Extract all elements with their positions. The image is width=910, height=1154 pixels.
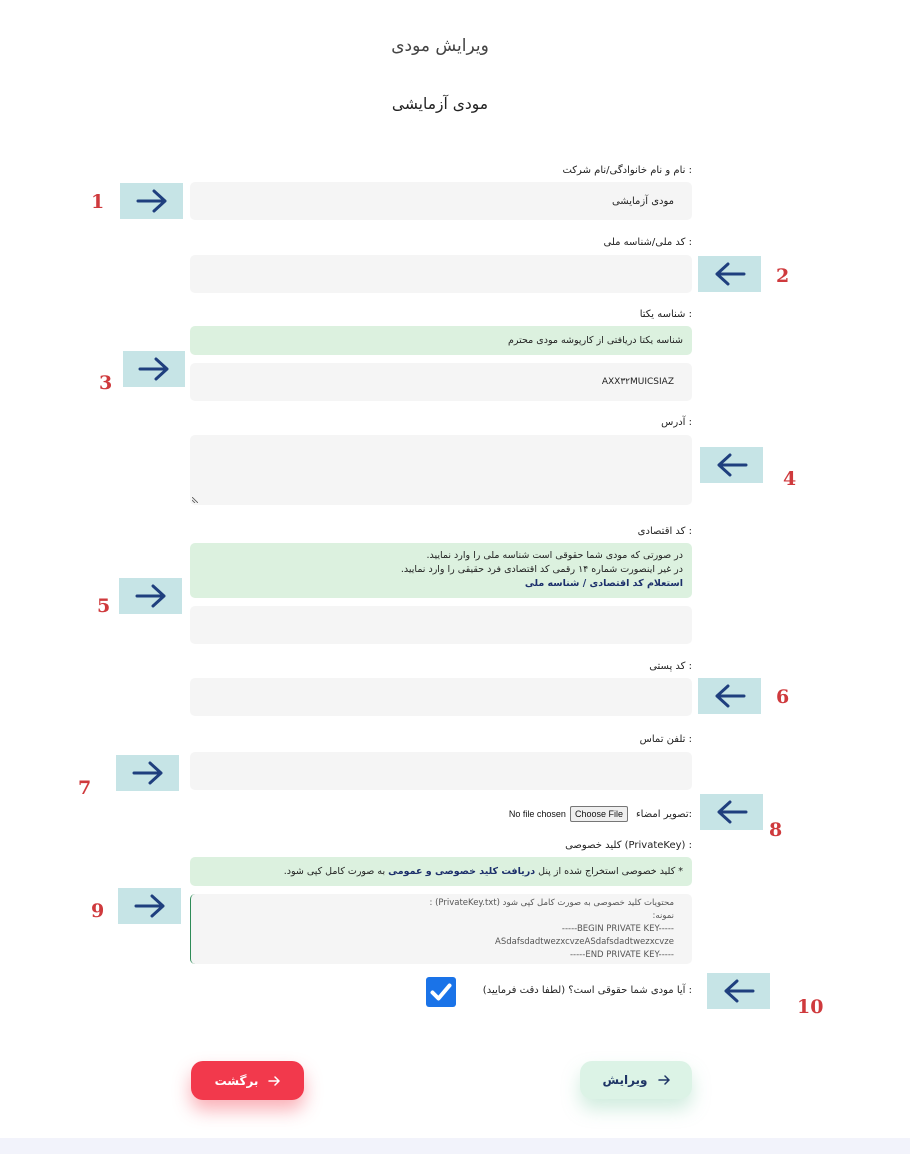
footer-strip <box>0 1138 910 1154</box>
annotation-arrow-9 <box>118 888 181 924</box>
economic-code-label: کد اقتصادی : <box>637 526 692 537</box>
annotation-number-9: 9 <box>91 900 105 922</box>
arrow-right-icon <box>131 761 165 785</box>
phone-input[interactable] <box>190 752 692 790</box>
signature-file-status: No file chosen <box>508 809 566 819</box>
annotation-number-10: 10 <box>797 996 824 1018</box>
private-key-placeholder-line3: -----BEGIN PRIVATE KEY----- <box>561 924 674 934</box>
page-subtitle: مودی آزمایشی <box>391 95 489 113</box>
annotation-number-7: 7 <box>78 777 92 799</box>
address-label: آدرس : <box>661 417 692 428</box>
annotation-arrow-4 <box>700 447 763 483</box>
arrow-left-icon <box>715 800 749 824</box>
economic-code-note-line1: در صورتی که مودی شما حقوقی است شناسه ملی را وارد نمایید. <box>426 550 683 561</box>
arrow-right-icon <box>133 894 167 918</box>
name-label: نام و نام خانوادگی/نام شرکت : <box>562 165 692 176</box>
private-key-note-suffix: به صورت کامل کپی شود. <box>283 866 386 877</box>
annotation-number-2: 2 <box>776 265 790 287</box>
private-key-textarea[interactable] <box>190 894 692 964</box>
private-key-note-prefix: * کلید خصوصی استخراج شده از پنل <box>538 866 683 877</box>
annotation-arrow-3 <box>123 351 185 387</box>
arrow-right-icon <box>134 584 168 608</box>
signature-label: تصویر امضاء: <box>635 808 692 820</box>
arrow-left-icon <box>713 262 747 286</box>
national-id-input[interactable] <box>190 255 692 293</box>
is-legal-label: آیا مودی شما حقوقی است؟ (لطفا دقت فرمایید) : <box>482 985 692 996</box>
private-key-note <box>190 857 692 886</box>
arrow-left-icon <box>715 453 749 477</box>
address-textarea[interactable] <box>190 435 692 505</box>
postal-code-input[interactable] <box>190 678 692 716</box>
edit-button-label: ویرایش <box>602 1073 648 1087</box>
back-button-label: برگشت <box>214 1073 259 1088</box>
private-key-placeholder-line4: ASdafsdadtwezxcvzeASdafsdadtwezxcvze <box>495 937 674 947</box>
annotation-arrow-6 <box>698 678 761 714</box>
arrow-right-icon <box>268 1075 280 1087</box>
edit-button[interactable] <box>580 1061 692 1099</box>
annotation-arrow-2 <box>698 256 761 292</box>
is-legal-checkbox[interactable] <box>426 977 456 1007</box>
unique-id-label: شناسه یکتا : <box>639 309 692 320</box>
economic-code-note-line2: در غیر اینصورت شماره ۱۴ رقمی کد اقتصادی فرد حقیقی را وارد نمایید. <box>400 564 683 575</box>
page-title: ویرایش مودی <box>391 36 489 56</box>
private-key-note-bold: دریافت کلید خصوصی و عمومی <box>388 866 536 877</box>
checkmark-icon <box>426 977 456 1007</box>
annotation-number-8: 8 <box>769 819 783 841</box>
economic-code-note <box>190 543 692 598</box>
annotation-number-3: 3 <box>99 372 113 394</box>
private-key-placeholder-line5: -----END PRIVATE KEY----- <box>569 950 674 960</box>
private-key-placeholder-line2: نمونه: <box>652 911 674 921</box>
unique-id-value: AXX۳۲MUICSIAZ <box>601 377 674 387</box>
name-value: مودی آزمایشی <box>611 196 674 207</box>
annotation-arrow-7 <box>116 755 179 791</box>
arrow-left-icon <box>722 979 756 1003</box>
choose-file-button[interactable]: Choose File <box>570 806 628 822</box>
annotation-number-5: 5 <box>97 595 111 617</box>
private-key-label: کلید خصوصی (PrivateKey) : <box>565 840 692 851</box>
postal-code-label: کد پستی : <box>649 661 692 672</box>
annotation-arrow-5 <box>119 578 182 614</box>
annotation-number-4: 4 <box>783 468 797 490</box>
national-id-label: کد ملی/شناسه ملی : <box>603 237 692 248</box>
name-input[interactable] <box>190 182 692 220</box>
arrow-right-icon <box>137 357 171 381</box>
signature-row <box>509 806 692 822</box>
annotation-arrow-1 <box>120 183 183 219</box>
arrow-right-icon <box>135 189 169 213</box>
private-key-placeholder-line1: محتویات کلید خصوصی به صورت کامل کپی شود (PrivateKey.txt) : <box>429 898 674 908</box>
annotation-arrow-8 <box>700 794 763 830</box>
unique-id-input[interactable] <box>190 363 692 401</box>
annotation-number-6: 6 <box>776 686 790 708</box>
arrow-left-icon <box>713 684 747 708</box>
annotation-number-1: 1 <box>91 191 105 213</box>
back-button[interactable] <box>191 1061 304 1100</box>
economic-code-inquiry-link[interactable]: استعلام کد اقتصادی / شناسه ملی <box>524 578 683 589</box>
arrow-right-icon <box>658 1074 670 1086</box>
phone-label: تلفن تماس : <box>639 734 692 745</box>
unique-id-note: شناسه یکتا دریافتی از کارپوشه مودی محترم <box>190 326 692 355</box>
annotation-arrow-10 <box>707 973 770 1009</box>
resize-handle-icon[interactable] <box>192 497 198 503</box>
economic-code-input[interactable] <box>190 606 692 644</box>
